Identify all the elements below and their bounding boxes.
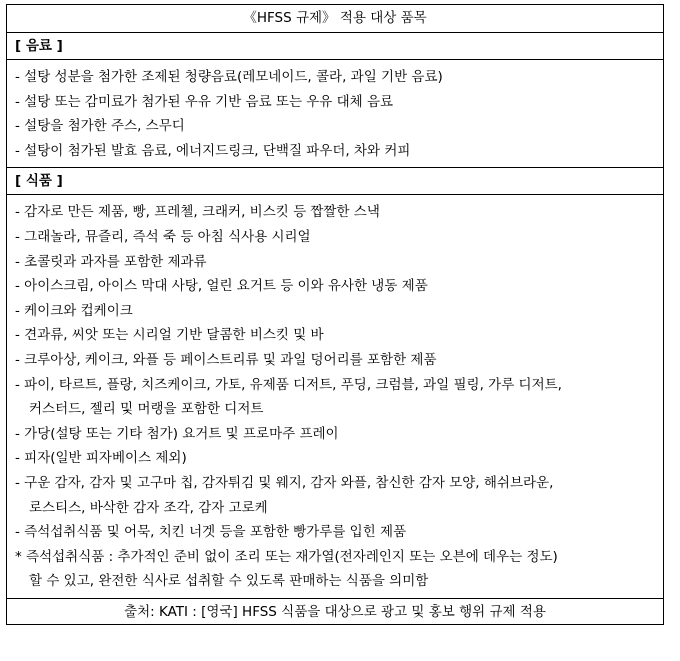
beverages-list	[7, 59, 663, 167]
footnote-item: * 즉석섭취식품 : 추가적인 준비 없이 조리 또는 재가열(전자레인지 또는 오븐에 데우는 정도)	[15, 548, 558, 565]
list-item: - 파이, 타르트, 플랑, 치즈케이크, 가토, 유제품 디저트, 푸딩, 크럼블, 과일 필링, 가루 디저트,	[15, 376, 562, 393]
list-item: - 설탕을 첨가한 주스, 스무디	[15, 118, 185, 135]
list-item: - 설탕 성분을 첨가한 조제된 청량음료(레모네이드, 콜라, 과일 기반 음료)	[15, 69, 443, 85]
list-item: - 설탕 또는 감미료가 첨가된 우유 기반 음료 또는 우유 대체 음료	[15, 93, 394, 110]
list-item-continuation: 커스터드, 젤리 및 머랭을 포함한 디저트	[29, 401, 264, 418]
list-item: - 감자로 만든 제품, 빵, 프레첼, 크래커, 비스킷 등 짭짤한 스낵	[15, 204, 380, 221]
list-item: - 크루아상, 케이크, 와플 등 페이스트리류 및 과일 덩어리를 포함한 제품	[15, 351, 437, 368]
list-item-continuation: 로스티스, 바삭한 감자 조각, 감자 고로케	[29, 499, 268, 516]
list-item: - 가당(설탕 또는 기타 첨가) 요거트 및 프로마주 프레이	[15, 425, 339, 442]
list-item: - 즉석섭취식품 및 어묵, 치킨 너겟 등을 포함한 빵가루를 입힌 제품	[15, 524, 407, 541]
list-item: - 그래놀라, 뮤즐리, 즉석 죽 등 아침 식사용 시리얼	[15, 228, 311, 245]
list-item: - 견과류, 씨앗 또는 시리얼 기반 달콤한 비스킷 및 바	[15, 327, 324, 344]
source-footer: 출처: KATI : [영국] HFSS 식품을 대상으로 광고 및 홍보 행위 규제 적용	[7, 598, 663, 624]
list-item: - 초콜릿과 과자를 포함한 제과류	[15, 253, 207, 270]
table-title: 《HFSS 규제》 적용 대상 품목	[243, 10, 427, 26]
list-item: - 설탕이 첨가된 발효 음료, 에너지드링크, 단백질 파우더, 차와 커피	[15, 142, 411, 159]
foods-list	[7, 194, 663, 598]
hfss-table	[6, 4, 664, 625]
beverages-header: [ 음료 ]	[7, 32, 663, 59]
list-item: - 아이스크림, 아이스 막대 사탕, 얼린 요거트 등 이와 유사한 냉동 제품	[15, 278, 428, 295]
list-item: - 케이크와 컵케이크	[15, 302, 133, 319]
footnote-continuation: 할 수 있고, 완전한 식사로 섭취할 수 있도록 판매하는 식품을 의미함	[29, 573, 429, 590]
foods-header: [ 식품 ]	[7, 167, 663, 194]
list-item: - 구운 감자, 감자 및 고구마 칩, 감자튀김 및 웨지, 감자 와플, 참신한 감자 모양, 해쉬브라운,	[15, 474, 554, 491]
list-item: - 피자(일반 피자베이스 제외)	[15, 450, 187, 467]
